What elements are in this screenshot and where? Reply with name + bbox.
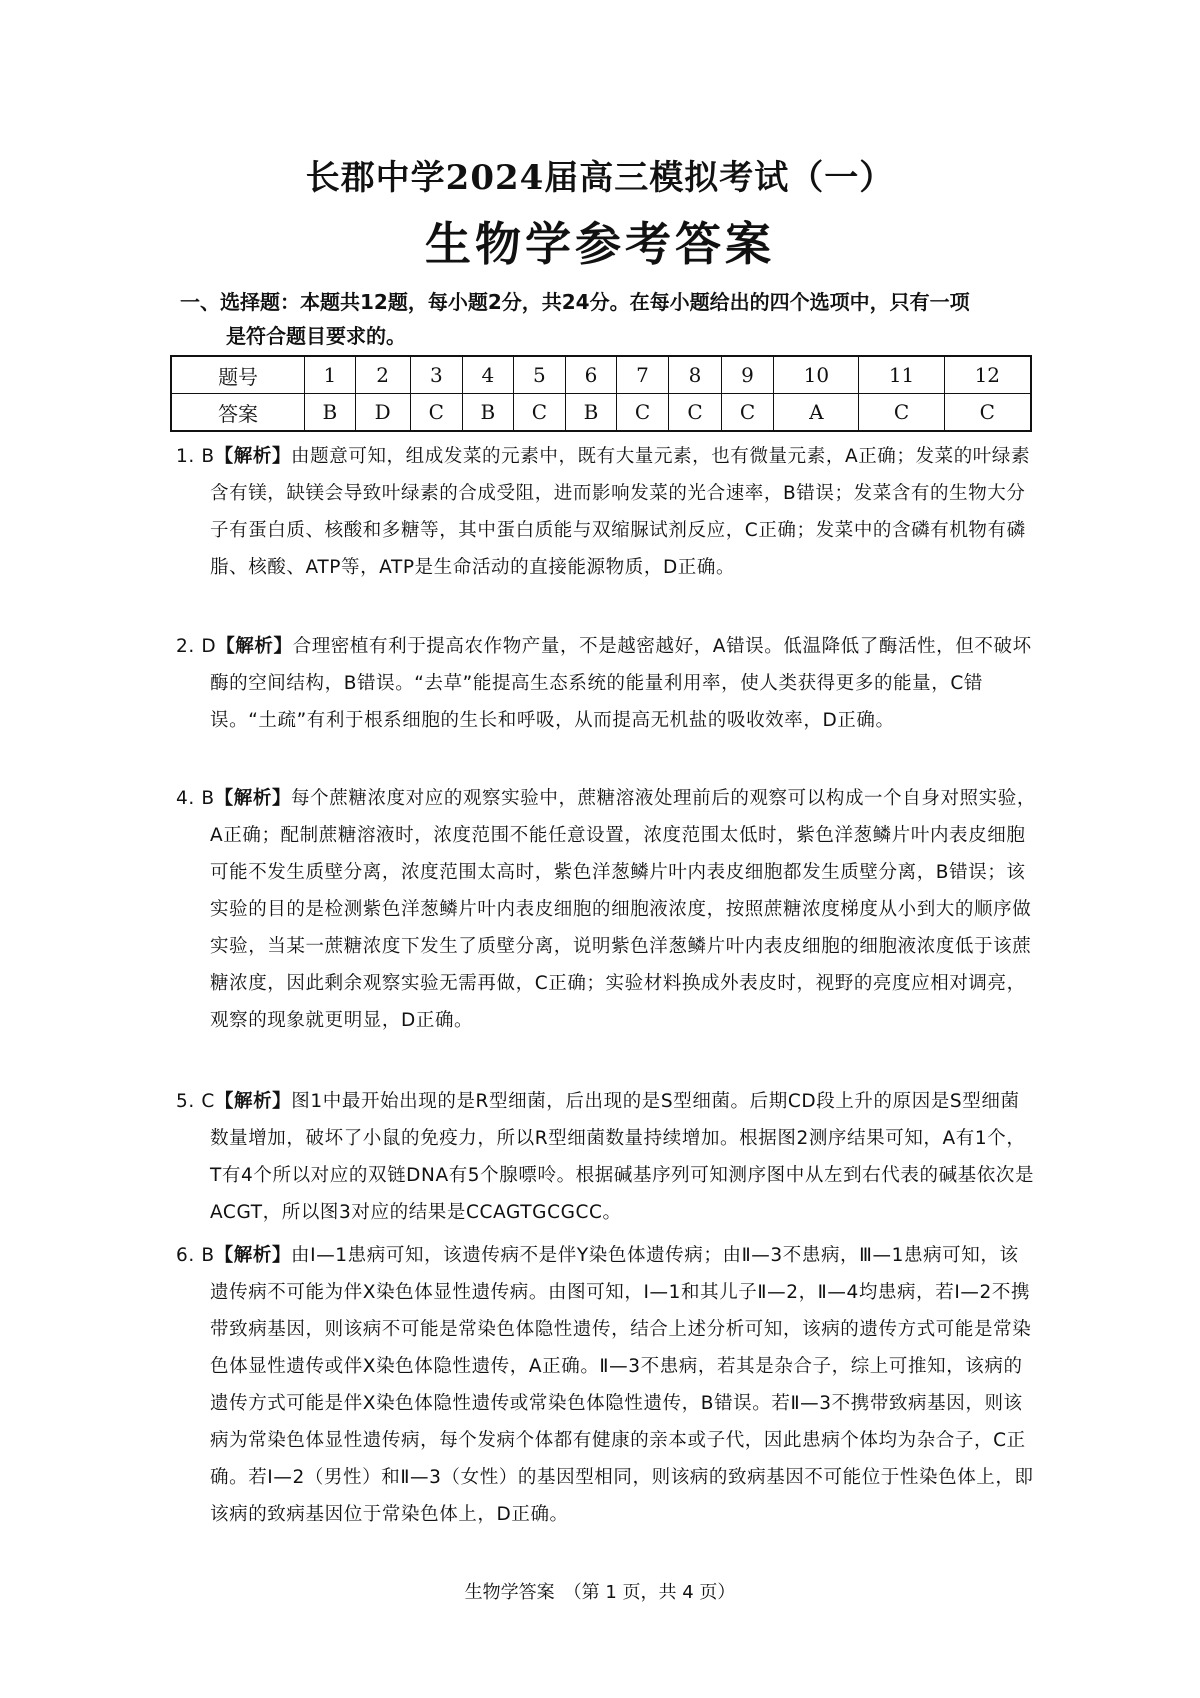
answer-cell: C [721, 394, 774, 432]
answer-letter: D [201, 636, 217, 657]
answer-cell: C [513, 394, 566, 432]
section-number: 一、 [180, 290, 220, 314]
question-number: 2 [355, 356, 410, 394]
explanation-list [176, 438, 1036, 586]
answer-letter: B [201, 788, 215, 809]
explanation-item [176, 1083, 1036, 1231]
answer-cell: A [774, 394, 859, 432]
answer-cell: D [355, 394, 410, 432]
answer-table [170, 355, 1032, 432]
question-number: 5 [513, 356, 566, 394]
question-number: 8 [669, 356, 722, 394]
explanation-list [176, 1237, 1036, 1533]
explanation-item [176, 628, 1036, 739]
answer-title: 生物学参考答案 [425, 217, 775, 271]
analysis-tag: 【解析】 [216, 636, 293, 657]
answer-row [171, 394, 1031, 432]
analysis-tag: 【解析】 [214, 1091, 292, 1112]
explanation-item [176, 1237, 1036, 1533]
analysis-tag: 【解析】 [214, 446, 292, 467]
question-number: 6 [566, 356, 617, 394]
question-number: 3 [410, 356, 463, 394]
exam-title: 长郡中学2024届高三模拟考试（一） [305, 158, 895, 198]
question-num: 6. [176, 1245, 195, 1266]
explanation-list [176, 780, 1036, 1039]
question-number: 7 [616, 356, 669, 394]
answer-cell: C [616, 394, 669, 432]
explanation-list [176, 628, 1036, 739]
answer-letter: B [201, 446, 215, 467]
question-number: 4 [463, 356, 514, 394]
answer-cell: C [669, 394, 722, 432]
answer-cell: B [566, 394, 617, 432]
answer-cell: C [410, 394, 463, 432]
section-heading-continued: 是符合题目要求的。 [226, 324, 406, 348]
answer-cell: B [463, 394, 514, 432]
row-label: 题号 [171, 356, 305, 394]
answer-cell: C [944, 394, 1031, 432]
question-number-row [171, 356, 1031, 394]
question-number: 9 [721, 356, 774, 394]
question-number: 10 [774, 356, 859, 394]
analysis-tag: 【解析】 [214, 1245, 292, 1266]
answer-letter: C [201, 1091, 215, 1112]
question-number: 12 [944, 356, 1031, 394]
question-number: 11 [859, 356, 944, 394]
explanation-text: 图1中最开始出现的是R型细菌，后出现的是S型细菌。后期CD段上升的原因是S型细菌数量增加，破坏了小鼠的免疫力，所以R型细菌数量持续增加。根据图2测序结果可知，A有1个，T有4个所以对应的双链DNA有5个腺嘌呤。根据碱基序列可知测序图中从左到右代表的碱基依次是ACGT，所以图3对应的结果是CCAGTGCGCC。 [210, 1091, 1035, 1223]
question-num: 1. [176, 446, 195, 467]
explanation-text: 合理密植有利于提高农作物产量，不是越密越好，A错误。低温降低了酶活性，但不破坏酶的空间结构，B错误。“去草”能提高生态系统的能量利用率，使人类获得更多的能量，C错误。“土疏”有利于根系细胞的生长和呼吸，从而提高无机盐的吸收效率，D正确。 [210, 636, 1032, 731]
answer-cell: B [305, 394, 356, 432]
explanation-item [176, 780, 1036, 1039]
row-label: 答案 [171, 394, 305, 432]
section-heading-text: 选择题：本题共12题，每小题2分，共24分。在每小题给出的四个选项中，只有一项 [220, 290, 970, 314]
question-num: 2. [176, 636, 195, 657]
explanation-text: 每个蔗糖浓度对应的观察实验中，蔗糖溶液处理前后的观察可以构成一个自身对照实验，A正确；配制蔗糖溶液时，浓度范围不能任意设置，浓度范围太低时，紫色洋葱鳞片叶内表皮细胞可能不发生质壁分离，浓度范围太高时，紫色洋葱鳞片叶内表皮细胞都发生质壁分离，B错误；该实验的目的是检测紫色洋葱鳞片叶内表皮细胞的细胞液浓度，按照蔗糖浓度梯度从小到大的顺序做实验，当某一蔗糖浓度下发生了质壁分离，说明紫色洋葱鳞片叶内表皮细胞的细胞液浓度低于该蔗糖浓度，因此剩余观察实验无需再做，C正确；实验材料换成外表皮时，视野的亮度应相对调亮，观察的现象就更明显，D正确。 [210, 788, 1036, 1031]
explanation-item [176, 438, 1036, 586]
section-heading [180, 285, 1040, 353]
explanation-text: 由题意可知，组成发菜的元素中，既有大量元素，也有微量元素，A正确；发菜的叶绿素含有镁，缺镁会导致叶绿素的合成受阻，进而影响发菜的光合速率，B错误；发菜含有的生物大分子有蛋白质、核酸和多糖等，其中蛋白质能与双缩脲试剂反应，C正确；发菜中的含磷有机物有磷脂、核酸、ATP等，ATP是生命活动的直接能源物质，D正确。 [210, 446, 1031, 578]
explanation-list [176, 1083, 1036, 1231]
explanation-text: 由Ⅰ—1患病可知，该遗传病不是伴Y染色体遗传病；由Ⅱ—3不患病，Ⅲ—1患病可知，该遗传病不可能为伴X染色体显性遗传病。由图可知，Ⅰ—1和其儿子Ⅱ—2，Ⅱ—4均患病，若Ⅰ—2不携带致病基因，则该病不可能是常染色体隐性遗传，结合上述分析可知，该病的遗传方式可能是常染色体显性遗传或伴X染色体隐性遗传，A正确。Ⅱ—3不患病，若其是杂合子，综上可推知，该病的遗传方式可能是伴X染色体隐性遗传或常染色体隐性遗传，B错误。若Ⅱ—3不携带致病基因，则该病为常染色体显性遗传病，每个发病个体都有健康的亲本或子代，因此患病个体均为杂合子，C正确。若Ⅰ—2（男性）和Ⅱ—3（女性）的基因型相同，则该病的致病基因不可能位于性染色体上，即该病的致病基因位于常染色体上，D正确。 [210, 1245, 1034, 1525]
page-footer: 生物学答案 （第 1 页，共 4 页） [464, 1582, 736, 1603]
question-num: 5. [176, 1091, 195, 1112]
answer-cell: C [859, 394, 944, 432]
question-number: 1 [305, 356, 356, 394]
question-num: 4. [176, 788, 195, 809]
answer-letter: B [201, 1245, 215, 1266]
analysis-tag: 【解析】 [214, 788, 292, 809]
